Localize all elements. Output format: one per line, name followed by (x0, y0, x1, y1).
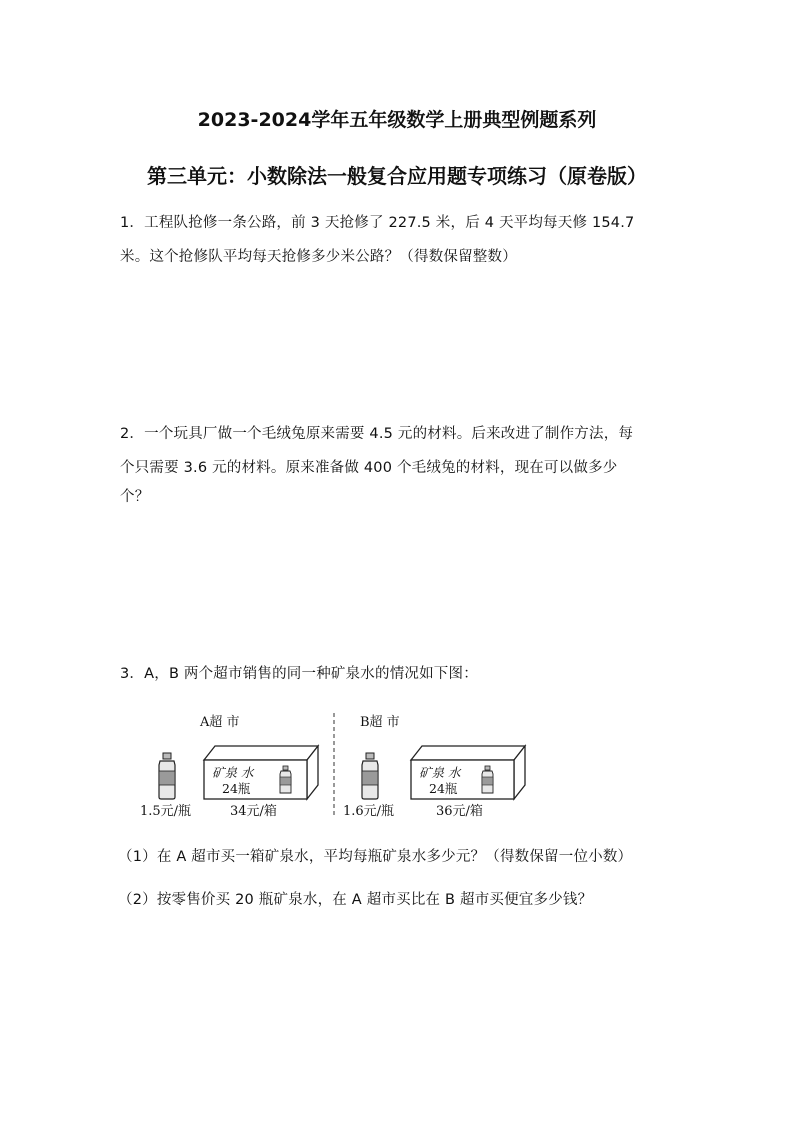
store-a-box-price: 34元/箱 (230, 804, 277, 819)
store-a-box-count: 24瓶 (222, 781, 251, 796)
store-b-box-count: 24瓶 (429, 781, 458, 796)
bottle-icon (159, 753, 175, 799)
page-subtitle: 第三单元：小数除法一般复合应用题专项练习（原卷版） (147, 164, 647, 188)
question-1-line-2: 米。这个抢修队平均每天抢修多少米公路？（得数保留整数） (120, 249, 517, 265)
store-b-bottle-price: 1.6元/瓶 (343, 804, 395, 819)
store-b-name: B超 市 (360, 715, 400, 730)
store-b-box-label: 矿泉 水 (419, 765, 461, 780)
question-3-part-1: （1）在 A 超市买一箱矿泉水，平均每瓶矿泉水多少元？（得数保留一位小数） (118, 849, 633, 865)
page-title: 2023-2024学年五年级数学上册典型例题系列 (197, 109, 597, 131)
question-2-line-2: 个只需要 3.6 元的材料。原来准备做 400 个毛绒兔的材料，现在可以做多少 (120, 460, 618, 476)
store-b-box-price: 36元/箱 (436, 804, 483, 819)
store-a-box-label: 矿泉 水 (212, 765, 254, 780)
store-a-bottle-price: 1.5元/瓶 (140, 804, 192, 819)
question-2-line-3: 个？ (120, 489, 150, 505)
store-a-name: A超 市 (200, 715, 240, 730)
question-1-line-1: 1．工程队抢修一条公路，前 3 天抢修了 227.5 米，后 4 天平均每天修 154.7 (120, 215, 635, 231)
supermarket-figure (140, 705, 540, 820)
question-3-part-2: （2）按零售价买 20 瓶矿泉水，在 A 超市买比在 B 超市买便宜多少钱？ (118, 892, 593, 908)
question-3-intro: 3．A，B 两个超市销售的同一种矿泉水的情况如下图： (120, 666, 478, 682)
question-2-line-1: 2．一个玩具厂做一个毛绒兔原来需要 4.5 元的材料。后来改进了制作方法，每 (120, 426, 634, 442)
bottle-icon (362, 753, 378, 799)
